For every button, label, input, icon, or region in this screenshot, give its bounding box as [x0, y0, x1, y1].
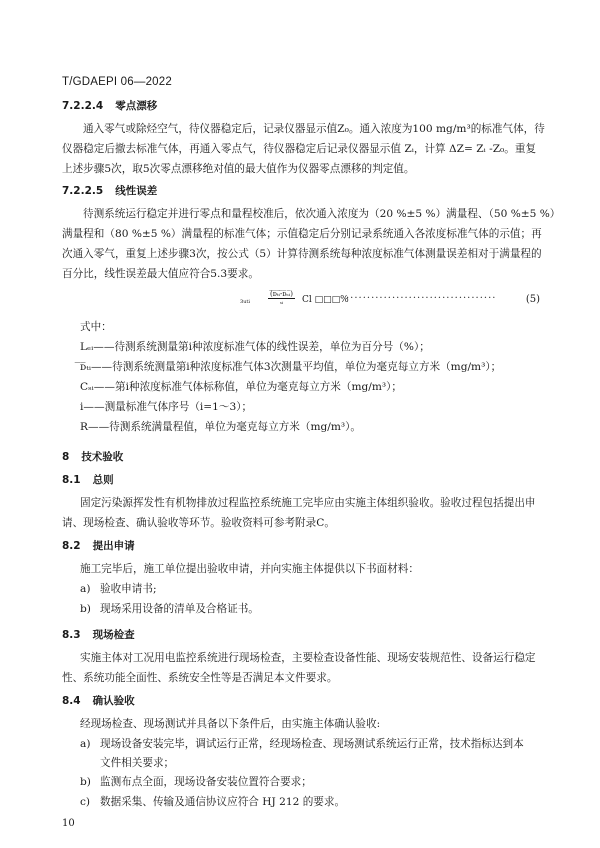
section-title: 技术验收	[81, 451, 124, 463]
paragraph-line: 施工完毕后，施工单位提出验收申请，并向实施主体提供以下书面材料：	[80, 563, 419, 575]
paragraph-line: 实施主体对工况用电监控系统进行现场检查，主要检查设备性能、现场安装规范性、设备运行稳定	[80, 652, 536, 664]
section-number: 7.2.2.5	[62, 185, 104, 197]
formula-5	[240, 292, 540, 312]
equation-number: (5)	[525, 294, 540, 305]
section-number: 8.4	[62, 695, 81, 707]
section-title: 确认验收	[92, 695, 135, 707]
list-text: 监测布点全面，现场设备安装位置符合要求；	[100, 776, 312, 788]
list-label: b)	[80, 776, 91, 788]
document-code: T/GDAEPI 06—2022	[62, 76, 172, 88]
list-item	[80, 580, 157, 599]
paragraph-line: 待测系统运行稳定并进行零点和量程校准后，依次通入浓度为（20 %±5 %）满量程、（50 %±5 %）	[83, 208, 561, 220]
section-title: 现场检查	[92, 629, 135, 641]
list-item	[80, 773, 312, 792]
section-heading-8-1	[62, 472, 114, 487]
list-text: 现场采用设备的清单及合格证书。	[100, 603, 259, 615]
paragraph-line: 满量程和（80 %±5 %）满量程的标准气体；示值稳定后分别记录系统通入各浓度标准气体的示值；再	[62, 228, 542, 240]
formula-lhs: ₃ᵤₜᵢ	[240, 296, 250, 305]
section-heading-8-4	[62, 693, 135, 708]
list-text: 验收申请书;	[100, 583, 157, 595]
list-label: a)	[80, 583, 91, 595]
formula-denominator: ₛᵢ	[279, 299, 284, 306]
paragraph-line: 性、系统功能全面性、系统安全性等是否满足本文件要求。	[62, 672, 338, 684]
section-number: 8.1	[62, 474, 81, 486]
paragraph-line: 请、现场检查、确认验收等环节。验收资料可参考附录C。	[62, 517, 335, 529]
paragraph-line: 百分比，线性误差最大值应符合5.3要求。	[62, 268, 259, 280]
definition-line: R——待测系统满量程值，单位为毫克每立方米（mg/m³）。	[80, 421, 362, 433]
paragraph-line: 经现场检查、现场测试并具备以下条件后，由实施主体确认验收:	[80, 718, 381, 730]
section-heading-7-2-2-5	[62, 183, 157, 198]
section-heading-8-2	[62, 538, 135, 553]
section-number: 7.2.2.4	[62, 100, 104, 112]
section-title: 线性误差	[115, 185, 158, 197]
chapter-heading-8	[62, 449, 123, 464]
section-title: 总则	[92, 474, 114, 486]
section-heading-7-2-2-4	[62, 98, 157, 113]
paragraph-line: 上述步骤5次，取5次零点漂移绝对值的最大值作为仪器零点漂移的判定值。	[62, 163, 415, 175]
list-text: 数据采集、传输及通信协议应符合 HJ 212 的要求。	[100, 796, 346, 808]
section-title: 提出申请	[92, 540, 135, 552]
section-number: 8	[62, 451, 70, 463]
paragraph-line: 仪器稳定后撤去标准气体，再通入零点气，待仪器稳定后记录仪器显示值 Zᵢ，计算 ΔZ= Zᵢ -Z₀。重复	[62, 143, 537, 155]
list-item	[80, 793, 345, 812]
section-number: 8.2	[62, 540, 81, 552]
paragraph-line: 通入零气或除烃空气，待仪器稳定后，记录仪器显示值Z₀。通入浓度为100 mg/m³的标准气体，待	[83, 123, 545, 135]
formula-rest: Cl □□□%	[302, 295, 349, 305]
section-heading-8-3	[62, 627, 135, 642]
list-label: a)	[80, 738, 91, 750]
formula-leader-dots: ····································	[346, 293, 497, 304]
where-label: 式中：	[80, 321, 112, 333]
section-title: 零点漂移	[115, 100, 158, 112]
formula-fraction	[268, 290, 295, 306]
list-text: 现场设备安装完毕，调试运行正常，经现场检查、现场测试系统运行正常，技术指标达到本	[100, 738, 524, 750]
list-item	[80, 600, 259, 619]
page-number: 10	[62, 818, 75, 829]
list-item-continuation: 文件相关要求；	[100, 757, 175, 769]
paragraph-line: 次通入零气，重复上述步骤3次，按公式（5）计算待测系统每种浓度标准气体测量误差相对于满量程的	[62, 248, 542, 260]
paragraph-line: 固定污染源挥发性有机物排放过程监控系统施工完毕应由实施主体组织验收。验收过程包括提出申	[80, 497, 536, 509]
section-number: 8.3	[62, 629, 81, 641]
definition-line: Cₛᵢ——第i种浓度标准气体标称值，单位为毫克每立方米（mg/m³）；	[80, 381, 403, 393]
list-item	[80, 735, 524, 754]
list-label: c)	[80, 796, 91, 808]
formula-numerator: (̅ᴅ̅ₜᵢ̅‑̅ᴅ̅ₛᵢ̅)	[270, 290, 293, 298]
definition-line: Lₑᵢ——待测系统测量第i种浓度标准气体的线性误差，单位为百分号（%）；	[80, 341, 430, 353]
definition-line: ̅ᴅ̅ₜᵢ——待测系统测量第i种浓度标准气体3次测量平均值，单位为毫克每立方米（mg/m³）；	[80, 361, 502, 373]
definition-line: i——测量标准气体序号（i=1～3）；	[80, 401, 253, 413]
list-label: b)	[80, 603, 91, 615]
